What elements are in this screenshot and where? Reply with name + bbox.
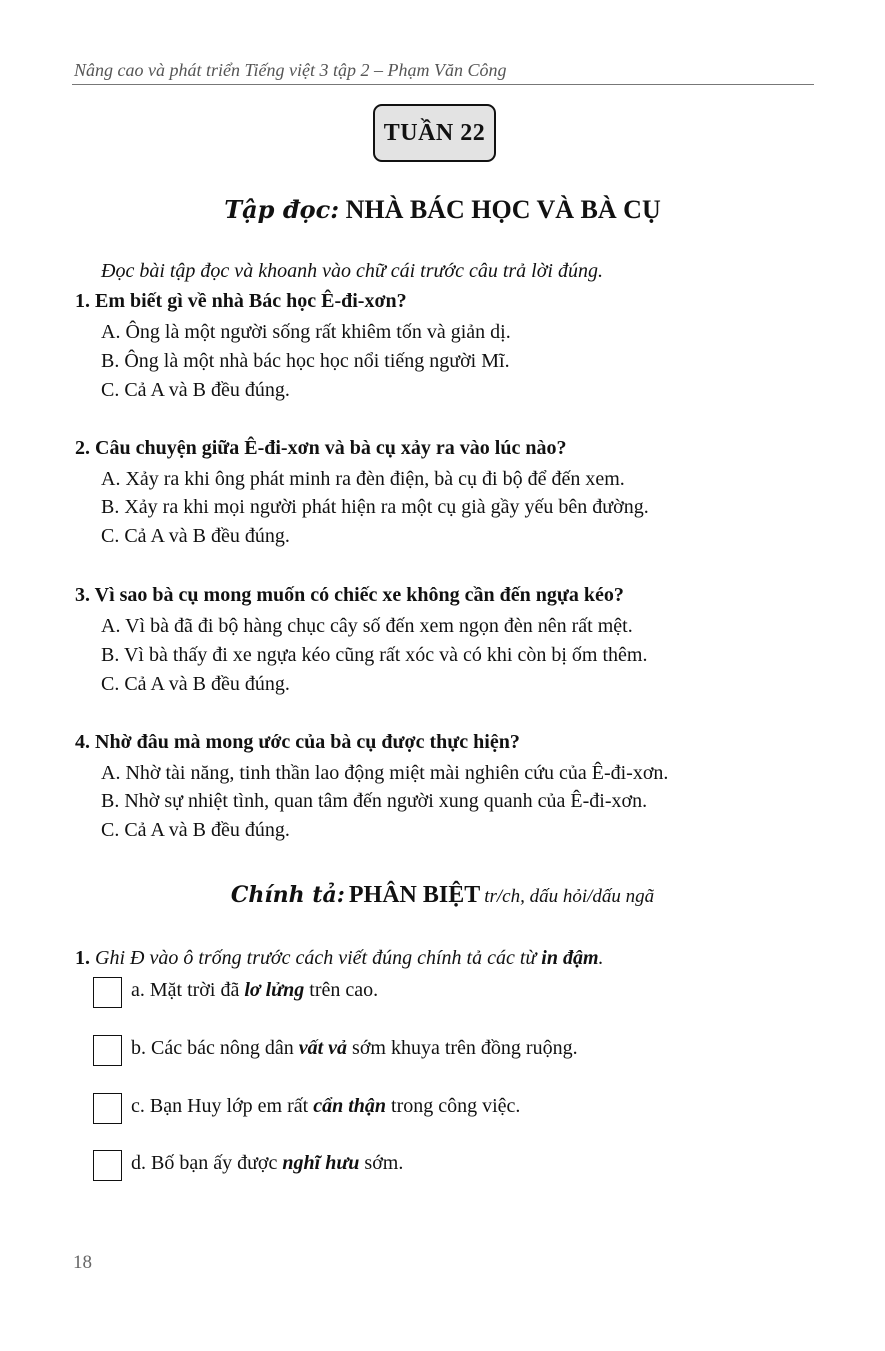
q2-option-b: B. Xảy ra khi mọi người phát hiện ra một cụ già gầy yếu bên đường.	[101, 496, 649, 518]
q4-option-a: A. Nhờ tài năng, tinh thần lao động miệt mài nghiên cứu của Ê-đi-xơn.	[101, 762, 669, 784]
q1-option-a: A. Ông là một người sống rất khiêm tốn và giản dị.	[101, 321, 511, 343]
instruction-text: Ghi Đ vào ô trống trước cách viết đúng chính tả các từ	[95, 947, 537, 969]
spelling-title: PHÂN BIỆT	[348, 882, 481, 908]
q2-option-c: C. Cả A và B đều đúng.	[101, 525, 290, 547]
question-1: 1. Em biết gì về nhà Bác học Ê-đi-xơn?	[75, 290, 407, 312]
item-text: b. Các bác nông dân	[131, 1037, 299, 1059]
spelling-section-title	[0, 882, 885, 909]
item-word: vất vả	[298, 1037, 348, 1059]
question-3: 3. Vì sao bà cụ mong muốn có chiếc xe không cần đến ngựa kéo?	[75, 584, 624, 606]
item-text: c. Bạn Huy lớp em rất	[131, 1095, 314, 1117]
q3-option-b: B. Vì bà thấy đi xe ngựa kéo cũng rất xóc và có khi còn bị ốm thêm.	[101, 644, 648, 666]
spelling-item-a	[131, 979, 378, 1002]
running-title: Nâng cao và phát triển Tiếng việt 3 tập 2 – Phạm Văn Công	[74, 60, 507, 80]
reading-label: Tập đọc:	[224, 195, 340, 224]
q1-option-c: C. Cả A và B đều đúng.	[101, 379, 290, 401]
spelling-exercise-instruction	[75, 947, 604, 970]
item-word: lơ lửng	[244, 979, 305, 1001]
reading-title: NHÀ BÁC HỌC VÀ BÀ CỤ	[345, 195, 661, 224]
answer-checkbox-b[interactable]	[93, 1035, 122, 1066]
q4-option-c: C. Cả A và B đều đúng.	[101, 819, 290, 841]
answer-checkbox-d[interactable]	[93, 1150, 122, 1181]
item-text: trong công việc.	[386, 1095, 521, 1117]
instruction-end: .	[598, 947, 604, 969]
question-4: 4. Nhờ đâu mà mong ước của bà cụ được thực hiện?	[75, 731, 520, 753]
running-header	[72, 58, 814, 85]
item-text: trên cao.	[304, 979, 379, 1001]
q3-option-c: C. Cả A và B đều đúng.	[101, 673, 290, 695]
week-label: TUẦN 22	[383, 119, 486, 146]
q4-option-b: B. Nhờ sự nhiệt tình, quan tâm đến người xung quanh của Ê-đi-xơn.	[101, 790, 648, 812]
page-number: 18	[73, 1252, 92, 1273]
spelling-item-b	[131, 1037, 578, 1060]
spelling-item-c	[131, 1095, 520, 1118]
answer-checkbox-a[interactable]	[93, 977, 122, 1008]
item-word: cẩn thận	[313, 1095, 387, 1117]
q1-option-b: B. Ông là một nhà bác học học nổi tiếng người Mĩ.	[101, 350, 510, 372]
question-2: 2. Câu chuyện giữa Ê-đi-xơn và bà cụ xảy ra vào lúc nào?	[75, 437, 567, 459]
spelling-label: Chính tả:	[230, 882, 345, 908]
item-text: d. Bố bạn ấy được	[131, 1152, 283, 1174]
reading-instruction: Đọc bài tập đọc và khoanh vào chữ cái trước câu trả lời đúng.	[101, 260, 603, 282]
exercise-number: 1.	[75, 947, 90, 969]
spelling-subtitle: tr/ch, dấu hỏi/dấu ngã	[484, 886, 655, 907]
q2-option-a: A. Xảy ra khi ông phát minh ra đèn điện, bà cụ đi bộ để đến xem.	[101, 468, 625, 490]
item-text: a. Mặt trời đã	[131, 979, 245, 1001]
answer-checkbox-c[interactable]	[93, 1093, 122, 1124]
item-text: sớm.	[359, 1152, 404, 1174]
item-word: nghĩ hưu	[282, 1152, 360, 1174]
item-text: sớm khuya trên đồng ruộng.	[347, 1037, 578, 1059]
instruction-emphasis: in đậm	[541, 947, 599, 969]
week-badge	[373, 104, 496, 162]
spelling-item-d	[131, 1152, 403, 1175]
q3-option-a: A. Vì bà đã đi bộ hàng chục cây số đến xem ngọn đèn nên rất mệt.	[101, 615, 633, 637]
reading-section-title	[0, 195, 885, 225]
